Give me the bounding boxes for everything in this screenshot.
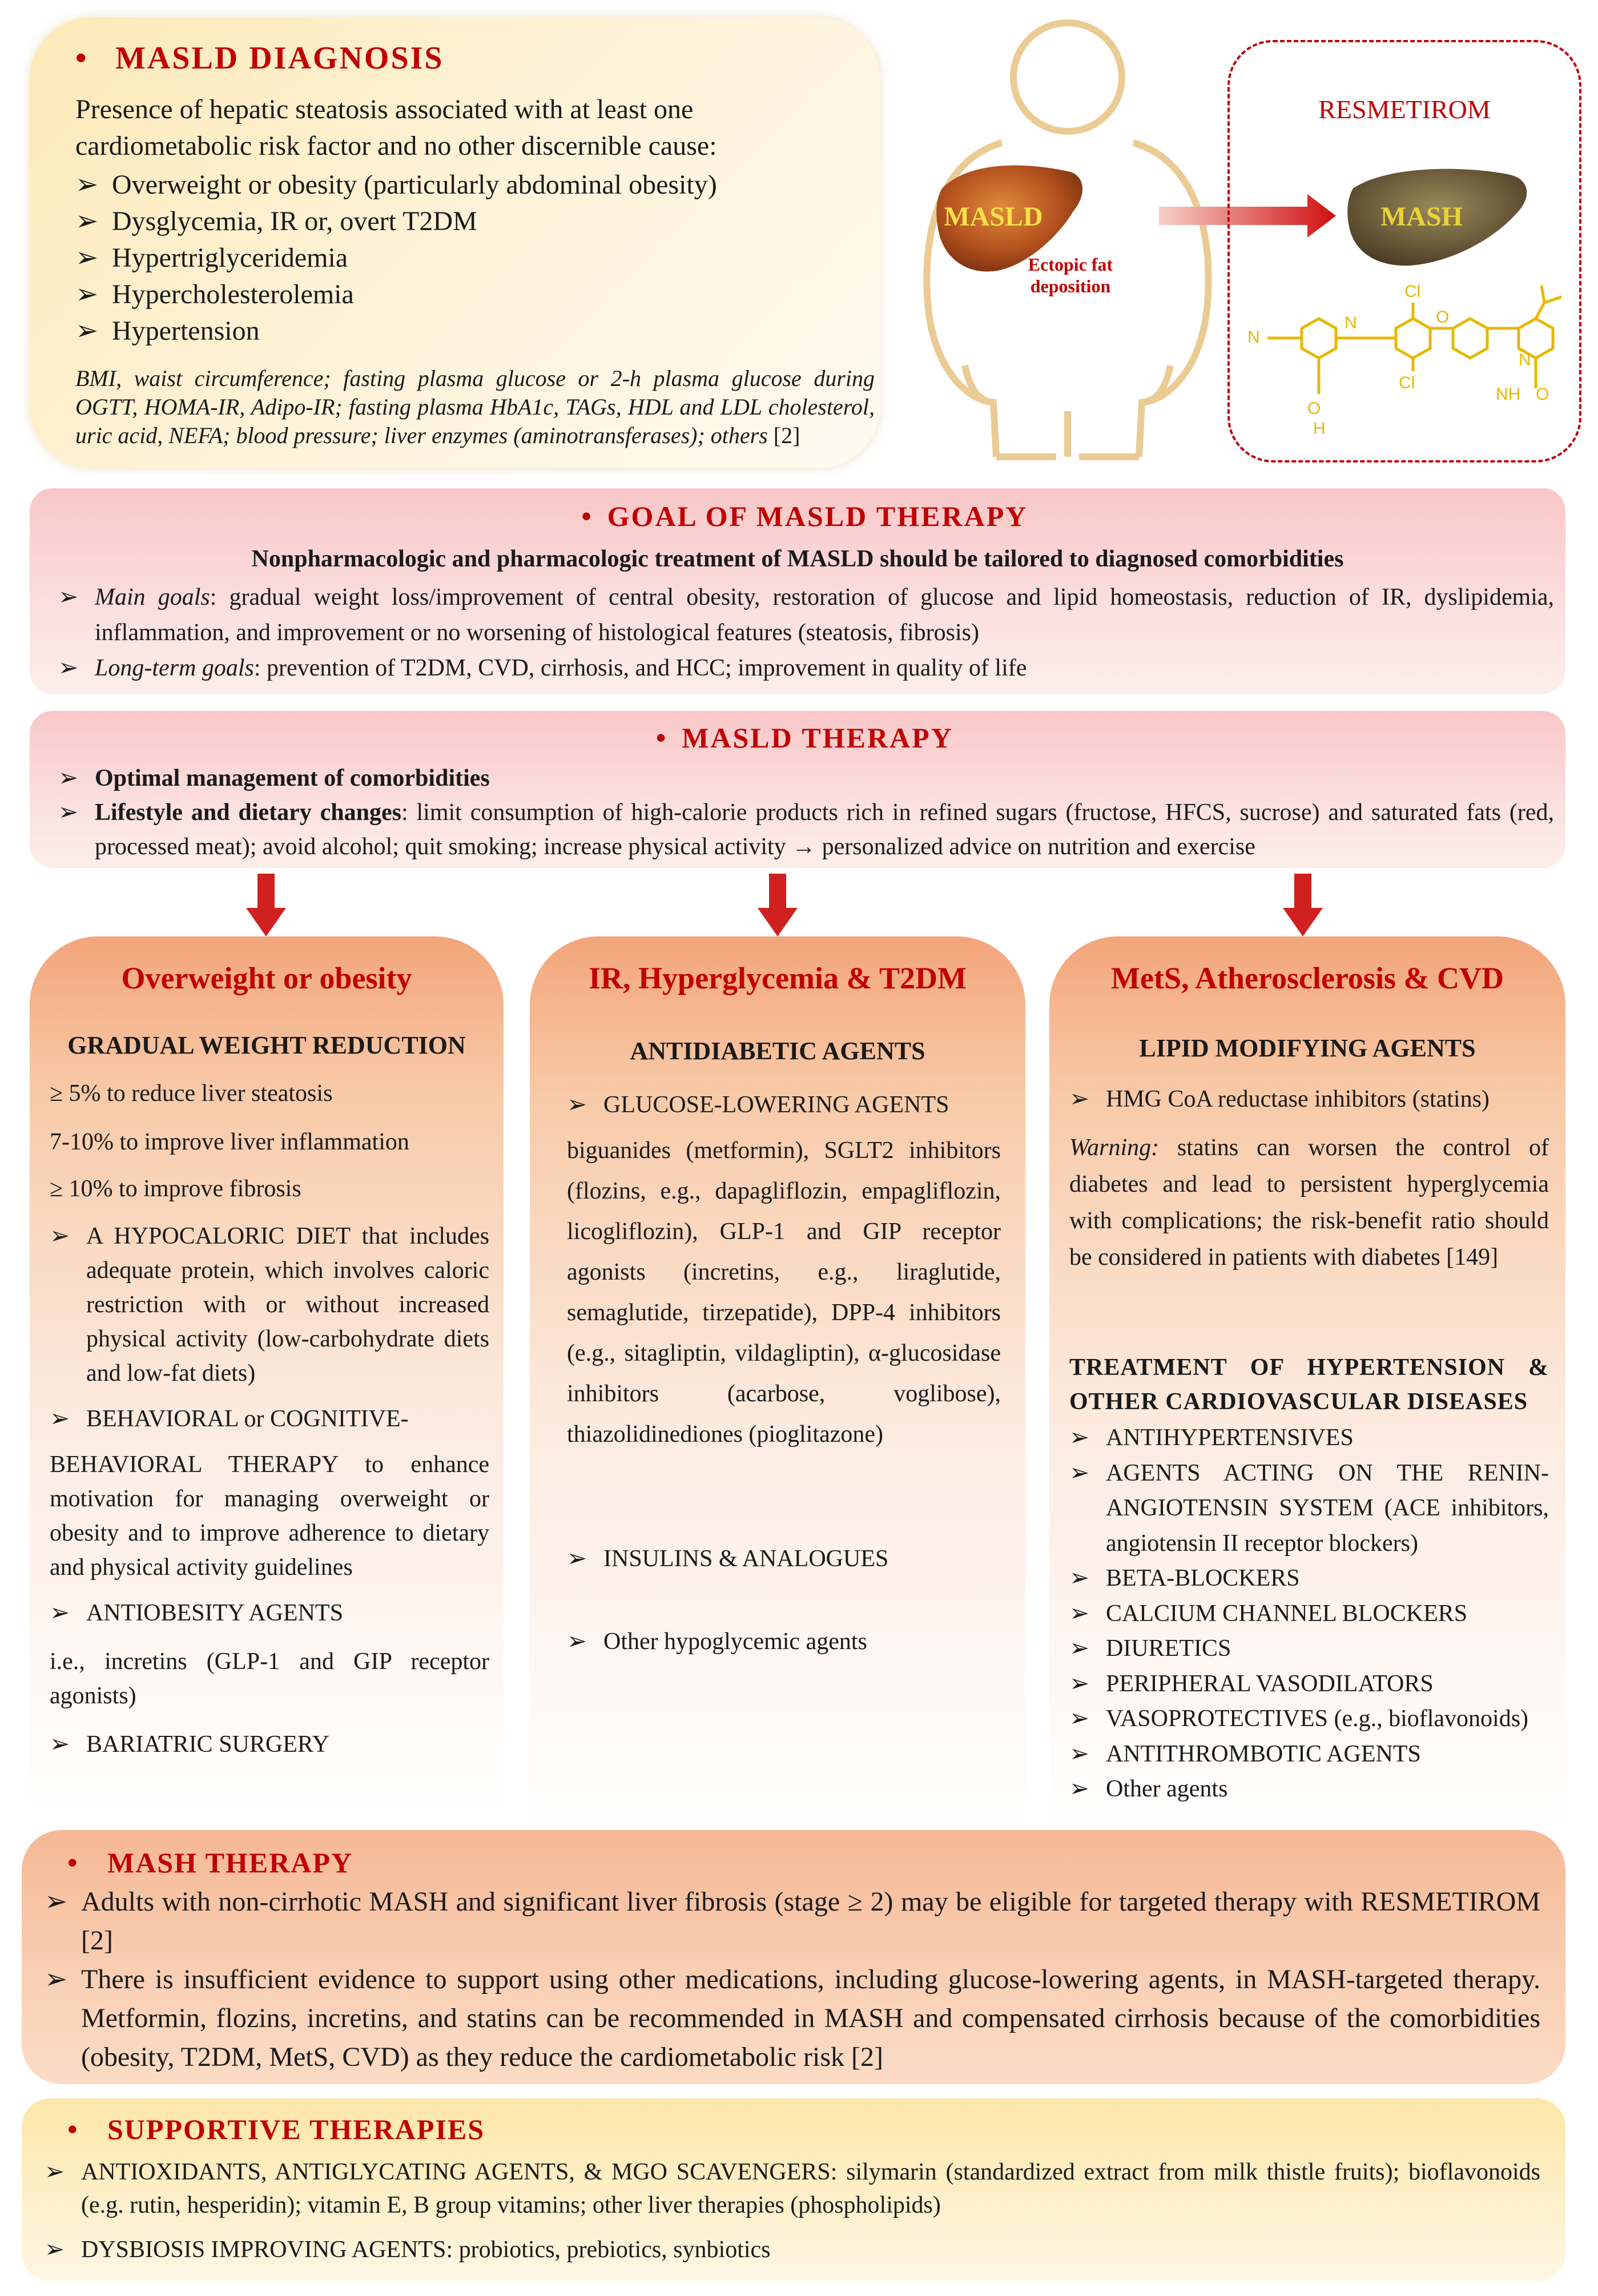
col1-l1: ≥ 5% to reduce liver steatosis (50, 1080, 333, 1107)
masld-liver-label: MASLD (944, 202, 1043, 232)
list-item: ➢ ANTITHROMBOTIC AGENTS (1069, 1737, 1549, 1772)
goal-subtitle: Nonpharmacologic and pharmacologic treatment of MASLD should be tailored to diagnosed comorbidities (251, 546, 1344, 572)
mash-title: • MASH THERAPY (67, 1847, 353, 1879)
diabetes-column (530, 936, 1025, 1827)
masld-diagnosis-panel (30, 17, 880, 468)
list-item: ➢ INSULINS & ANALOGUES (567, 1542, 1001, 1576)
column-title: IR, Hyperglycemia & T2DM (589, 961, 967, 995)
column-subtitle: ANTIDIABETIC AGENTS (630, 1037, 925, 1065)
col2-other (567, 1625, 1001, 1659)
mash-therapy-panel (22, 1830, 1565, 2084)
list-item: ➢ Optimal management of comorbidities (58, 761, 1554, 795)
goal-list (58, 580, 1554, 686)
list-item: ➢ Long-term goals: prevention of T2DM, CVD, cirrhosis, and HCC; improvement in quality of life (58, 650, 1554, 686)
list-item: ➢ Hypercholesterolemia (75, 276, 717, 313)
column-subtitle: GRADUAL WEIGHT REDUCTION (67, 1031, 466, 1059)
list-item: ➢ HMG CoA reductase inhibitors (statins) (1069, 1082, 1549, 1116)
col2-glucose-text: biguanides (metformin), SGLT2 inhibitors (flozins, e.g., dapagliflozin, empagliflozin, licogliflozin), GLP-1 and GIP receptor agonists (incretins, e.g., liraglutide, semaglutide, tirzepatide), DPP-4 inhibitors (e.g., sitagliptin, vildagliptin), α-glucosidase inhibitors (acarbose, voglibose), thiazolidinediones (pioglitazone) (567, 1137, 1001, 1447)
diagnosis-criteria-list (75, 167, 717, 349)
col3-htn-head: TREATMENT OF HYPERTENSION & OTHER CARDIOVASCULAR DISEASES (1069, 1354, 1549, 1415)
col1-l2: 7-10% to improve liver inflammation (50, 1129, 409, 1155)
down-arrow-icon (758, 874, 798, 936)
col1-l3: ≥ 10% to improve fibrosis (50, 1176, 301, 1202)
list-item: ➢ Main goals: gradual weight loss/improvement of central obesity, restoration of glucose and lipid homeostasis, reduction of IR, dyslipidemia, inflammation, and improvement or no worsening of histological features (steatosis, fibrosis) (58, 580, 1554, 650)
col2-insulins (567, 1542, 1001, 1576)
diagnosis-tests: BMI, waist circumference; fasting plasma glucose or 2-h plasma glucose during OGTT, HOMA-IR, Adipo-IR; fasting plasma HbA1c, TAGs, HDL and LDL cholesterol, uric acid, NEFA; blood pressure; liver enzymes (aminotransferases); others [2] (75, 365, 875, 448)
col1-behav-text: BEHAVIORAL THERAPY to enhance motivation for managing overweight or obesity and to improve adherence to dietary and physical activity guidelines (50, 1451, 489, 1581)
atom-o-1: O (1436, 308, 1450, 327)
down-arrow-icon (1283, 874, 1323, 936)
list-item: ➢ CALCIUM CHANNEL BLOCKERS (1069, 1597, 1549, 1632)
atom-cn: N (1247, 328, 1260, 347)
col3-agents-list (1069, 1421, 1549, 1807)
atom-n-1: N (1345, 313, 1357, 332)
atom-nh: NH (1496, 385, 1521, 404)
column-subtitle: LIPID MODIFYING AGENTS (1139, 1034, 1476, 1062)
list-item: ➢ Hypertension (75, 313, 717, 349)
goal-panel (30, 488, 1565, 694)
list-item: ➢ Adults with non-cirrhotic MASH and significant liver fibrosis (stage ≥ 2) may be eligible for targeted therapy with RESMETIROM [2] (45, 1883, 1540, 1960)
ectopic-label-1: Ectopic fat (1028, 254, 1113, 275)
list-item: ➢ Lifestyle and dietary changes: limit consumption of high-calorie products rich in refined sugars (fructose, HFCS, sucrose) and saturated fats (red, processed meat); avoid alcohol; quit smoking; increase physical activity → personalized advice on nutrition and exercise (58, 795, 1554, 864)
list-item: ➢ ANTIOBESITY AGENTS (50, 1596, 489, 1630)
atom-o-3: O (1536, 385, 1549, 404)
supportive-therapies-panel (22, 2098, 1565, 2281)
col1-antiob-text: i.e., incretins (GLP-1 and GIP receptor agonists) (50, 1648, 489, 1709)
supportive-title: • SUPPORTIVE THERAPIES (67, 2113, 485, 2145)
goal-title: • GOAL OF MASLD THERAPY (581, 500, 1028, 532)
mash-list (45, 1883, 1540, 2077)
col3-warning: Warning: statins can worsen the control of diabetes and lead to persistent hyperglycemia with complications; the risk-benefit ratio should be considered in patients with diabetes [149] (1069, 1135, 1549, 1270)
list-item: ➢ ANTIHYPERTENSIVES (1069, 1421, 1549, 1456)
list-item: ➢ VASOPROTECTIVES (e.g., bioflavonoids) (1069, 1702, 1549, 1737)
list-item: ➢ A HYPOCALORIC DIET that includes adequate protein, which involves caloric restriction with or without increased physical activity (low-carbohydrate diets and low-fat diets) (50, 1219, 489, 1390)
diagnosis-title: • MASLD DIAGNOSIS (75, 41, 444, 76)
col1-surgery (50, 1727, 489, 1762)
down-arrow-icon (246, 874, 286, 936)
therapy-title: • MASLD THERAPY (655, 722, 953, 754)
list-item: ➢ Other agents (1069, 1772, 1549, 1807)
diagnosis-intro: Presence of hepatic steatosis associated with at least one cardiometabolic risk factor and no other discernible cause: (75, 94, 717, 161)
atom-h: H (1313, 419, 1326, 438)
list-item: ➢ ANTIOXIDANTS, ANTIGLYCATING AGENTS, & MGO SCAVENGERS: silymarin (standardized extract from milk thistle fruits); bioflavonoids (e.g. rutin, hesperidin); vitamin E, B group vitamins; other liver therapies (phospholipids) (45, 2156, 1540, 2222)
list-item: ➢ Overweight or obesity (particularly abdominal obesity) (75, 167, 717, 203)
list-item: ➢ DYSBIOSIS IMPROVING AGENTS: probiotics, prebiotics, synbiotics (45, 2233, 1540, 2266)
atom-o-2: O (1307, 399, 1321, 418)
mash-liver-label: MASH (1380, 202, 1463, 232)
column-title: Overweight or obesity (121, 961, 412, 995)
column-title: MetS, Atherosclerosis & CVD (1111, 961, 1504, 995)
list-item: ➢ PERIPHERAL VASODILATORS (1069, 1667, 1549, 1702)
atom-cl-1: Cl (1404, 282, 1421, 301)
list-item: ➢ BETA-BLOCKERS (1069, 1561, 1549, 1597)
supportive-list (45, 2156, 1540, 2266)
therapy-list (58, 761, 1554, 864)
cvd-column (1049, 936, 1565, 1827)
therapy-panel (30, 711, 1565, 868)
list-item: ➢ BARIATRIC SURGERY (50, 1727, 489, 1762)
obesity-column (30, 936, 504, 1810)
list-item: ➢ BEHAVIORAL or COGNITIVE- (50, 1402, 489, 1436)
list-item: ➢ Hypertriglyceridemia (75, 240, 717, 276)
resmetirom-label: RESMETIROM (1318, 95, 1491, 124)
list-item: ➢ Other hypoglycemic agents (567, 1625, 1001, 1659)
atom-cl-2: Cl (1399, 373, 1415, 392)
col1-behav-head (50, 1402, 489, 1436)
list-item: ➢ Dysglycemia, IR or, overt T2DM (75, 203, 717, 240)
col1-antiob-head (50, 1596, 489, 1630)
col2-glucose-head (567, 1088, 1001, 1122)
list-item: ➢ AGENTS ACTING ON THE RENIN-ANGIOTENSIN SYSTEM (ACE inhibitors, angiotensin II receptor blockers) (1069, 1456, 1549, 1562)
atom-n-2: N (1519, 351, 1531, 369)
ectopic-label-2: deposition (1030, 276, 1111, 296)
col3-statins (1069, 1082, 1549, 1116)
list-item: ➢ GLUCOSE-LOWERING AGENTS (567, 1088, 1001, 1122)
list-item: ➢ DIURETICS (1069, 1631, 1549, 1667)
list-item: ➢ There is insufficient evidence to support using other medications, including glucose-lowering agents, in MASH-targeted therapy. Metformin, flozins, incretins, and statins can be recommended in MASH and compensated cirrhosis because of the comorbidities (obesity, T2DM, MetS, CVD) as they reduce the cardiometabolic risk [2] (45, 1960, 1540, 2077)
col1-diet (50, 1219, 489, 1390)
